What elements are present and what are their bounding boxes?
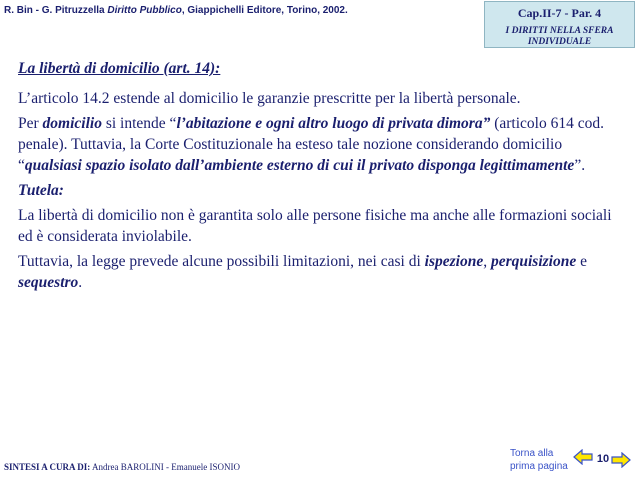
credits-names: Andrea BAROLINI - Emanuele ISONIO <box>90 462 240 472</box>
book-reference <box>4 5 348 16</box>
chapter-title: I DIRITTI NELLA SFERA INDIVIDUALE <box>505 26 614 47</box>
publisher: , Giappichelli Editore, Torino, 2002. <box>181 5 348 16</box>
book-title: Diritto Pubblico <box>107 5 182 16</box>
paragraph-4 <box>18 251 618 293</box>
chapter-box <box>484 1 635 48</box>
p2-text-4: ”. <box>574 157 586 174</box>
paragraph-2 <box>18 113 618 176</box>
credits-label: SINTESI A CURA DI: <box>4 462 91 472</box>
arrow-left-icon[interactable] <box>573 449 593 465</box>
page-number: 10 <box>596 453 610 465</box>
credits <box>4 462 240 472</box>
subtitle-tutela: Tutela: <box>18 182 64 199</box>
arrow-right-icon[interactable] <box>611 452 631 468</box>
p2-text-3: (articolo 614 cod. penale). Tuttavia, la Corte Costituzionale ha esteso tale nozione considerando domicilio “ <box>18 115 604 174</box>
paragraph-1: L’articolo 14.2 estende al domicilio le garanzie prescritte per la libertà personale. <box>18 90 521 107</box>
section-title: La libertà di domicilio (art. 14): <box>18 60 221 77</box>
home-link[interactable]: Torna alla prima pagina <box>510 448 568 472</box>
authors: R. Bin - G. Pitruzzella <box>4 5 108 16</box>
p4-term-ispezione: ispezione <box>424 253 484 270</box>
p4-term-perquisizione: perquisizione <box>490 253 577 270</box>
p2-text-1: Per <box>18 115 43 132</box>
p2-text-2: si intende “ <box>101 115 177 132</box>
chapter-ref: Cap.II-7 - Par. 4 <box>517 6 602 20</box>
p4-text-4: . <box>78 274 83 291</box>
p2-term-domicilio: domicilio <box>42 115 102 132</box>
p4-term-sequestro: sequestro <box>18 274 79 291</box>
p2-extended-definition: qualsiasi spazio isolato dall’ambiente esterno di cui il privato disponga legittimamente <box>24 157 575 174</box>
p4-text-2: , <box>483 253 491 270</box>
p2-definition: l’abitazione e ogni altro luogo di privata dimora” <box>176 115 491 132</box>
p4-text-1: Tuttavia, la legge prevede alcune possibili limitazioni, nei casi di <box>18 253 425 270</box>
p4-text-3: e <box>576 253 587 270</box>
paragraph-3: La libertà di domicilio non è garantita solo alle persone fisiche ma anche alle formazioni sociali ed è considerata inviolabile. <box>18 207 612 245</box>
slide-content <box>18 58 618 297</box>
